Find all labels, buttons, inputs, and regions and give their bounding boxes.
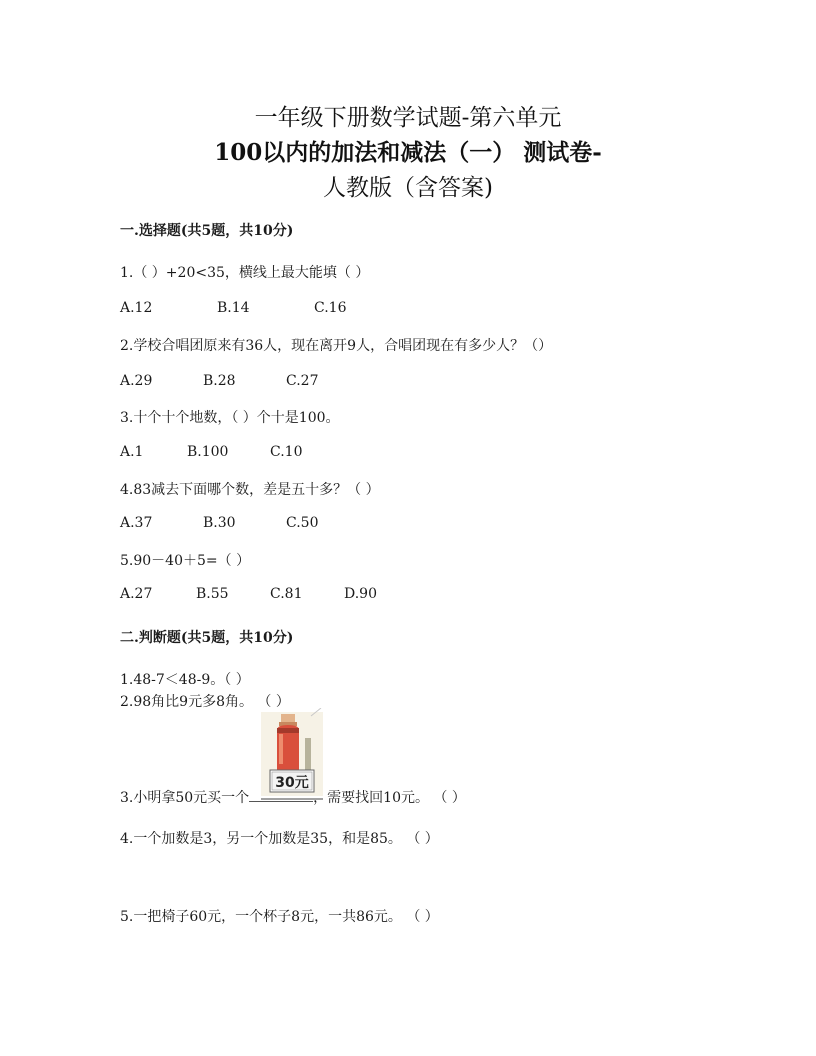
- section-2-heading: 二.判断题(共5题，共10分): [120, 630, 294, 646]
- question-1-2: 2.学校合唱团原来有36人，现在离开9人，合唱团现在有多少人？（）: [120, 338, 553, 354]
- price-label: 30元: [275, 775, 309, 791]
- title-line-2: 100以内的加法和减法（一） 测试卷-: [214, 139, 602, 166]
- option-b: B.30: [203, 515, 236, 531]
- option-c: C.50: [286, 515, 319, 531]
- option-a: A.37: [120, 515, 153, 531]
- option-c: C.10: [270, 444, 303, 460]
- question-2-4: 4.一个加数是3，另一个加数是35，和是85。 （ ）: [120, 831, 439, 847]
- question-1-1-options: [120, 300, 520, 318]
- option-b: B.55: [196, 586, 229, 602]
- option-b: B.100: [187, 444, 229, 460]
- option-c: C.81: [270, 586, 303, 602]
- question-2-1: 1.48-7＜48-9。（ ）: [120, 672, 250, 688]
- question-2-3-text-start: 3.小明拿50元买一个: [120, 790, 250, 806]
- option-a: A.27: [120, 586, 153, 602]
- question-1-3: 3.十个十个地数，（ ）个十是100。: [120, 410, 340, 426]
- option-c: C.27: [286, 373, 319, 389]
- option-a: A.29: [120, 373, 153, 389]
- question-1-3-options: [120, 444, 520, 462]
- question-1-4-options: [120, 515, 520, 533]
- question-1-1: 1.（ ）+20<35，横线上最大能填（ ）: [120, 265, 370, 281]
- option-b: B.14: [217, 300, 250, 316]
- option-b: B.28: [203, 373, 236, 389]
- title-line-1: 一年级下册数学试题-第六单元: [254, 105, 562, 131]
- title-line-3: 人教版（含答案): [323, 175, 493, 201]
- question-2-3-text-end: ，需要找回10元。 （ ）: [313, 790, 466, 806]
- question-2-3: [120, 787, 466, 807]
- question-1-2-options: [120, 373, 520, 391]
- option-a: A.1: [120, 444, 144, 460]
- option-a: A.12: [120, 300, 153, 316]
- image-slot: [249, 800, 313, 802]
- option-c: C.16: [314, 300, 347, 316]
- question-1-5-options: [120, 586, 520, 604]
- question-2-2: 2.98角比9元多8角。 （ ）: [120, 694, 290, 710]
- section-1-heading: 一.选择题(共5题，共10分): [120, 223, 294, 239]
- option-d: D.90: [344, 586, 377, 602]
- question-1-5: 5.90－40＋5=（ ）: [120, 553, 251, 569]
- question-1-4: 4.83减去下面哪个数，差是五十多？（ ）: [120, 482, 380, 498]
- question-2-5: 5.一把椅子60元，一个杯子8元，一共86元。 （ ）: [120, 909, 439, 925]
